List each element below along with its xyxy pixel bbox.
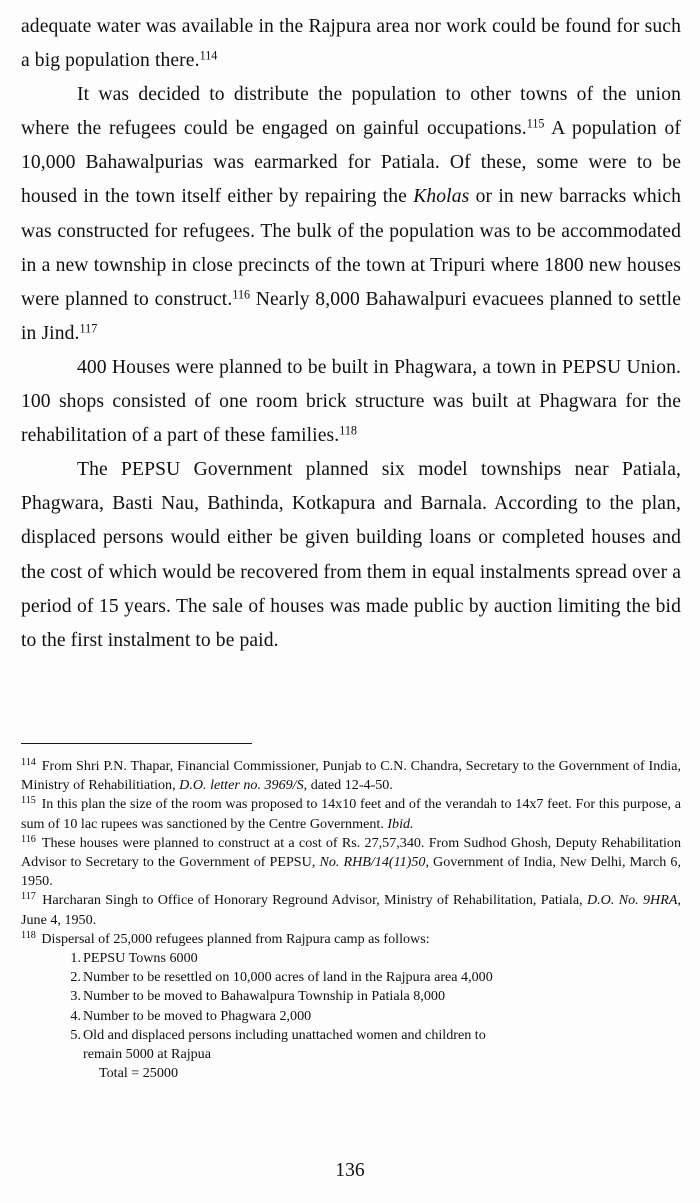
list-item-number: 1.: [70, 950, 81, 967]
footnote-marker: 117: [21, 891, 36, 903]
italic-text: Ibid.: [387, 815, 414, 832]
paragraph-4: The PEPSU Government planned six model townships near Patiala, Phagwara, Basti Nau, Bathinda, Kotkapura and Barnala. According to the plan, displaced persons would either be given building loans or completed houses and the cost of which would be recovered from them in equal instalments spread over a period of 15 years. The sale of houses was made public by auction limiting the bid to the first instalment to be paid.: [21, 459, 681, 651]
list-item-number: 2.: [70, 969, 81, 986]
footnote-list-item: [21, 987, 681, 1006]
list-item-text: Number to be moved to Phagwara 2,000: [83, 1007, 312, 1024]
list-item-text: Number to be moved to Bahawalpura Township in Patiala 8,000: [83, 988, 445, 1005]
footnote-reference: 115: [526, 116, 545, 131]
italic-text: D.O. No. 9HRA: [586, 892, 678, 909]
footnote-114: $^{114}$ From Shri P.N. Thapar, Financial Commissioner, Punjab to C.N. Chandra, Secretary to the Government of India, Ministry of Rehabilitiation, D.O. letter no. 3969/S, dated 12-4-50.: [21, 756, 682, 794]
footnote-marker: 116: [21, 833, 36, 845]
footnote-marker: 114: [21, 756, 36, 768]
list-item-number: 5.: [70, 1026, 81, 1043]
footnote-list-item: [21, 968, 681, 987]
footnote-marker: 115: [21, 795, 36, 807]
footnote-separator-rule: [21, 743, 252, 744]
list-item-text: Old and displaced persons including unattached women and children to: [83, 1026, 486, 1043]
footnote-118-list: [21, 949, 681, 1064]
italic-text: Kholas: [413, 186, 470, 208]
footnote-marker: 118: [21, 929, 36, 941]
list-item-number: 3.: [70, 988, 81, 1005]
footnote-list-item: [21, 1007, 681, 1026]
paragraph-1: adequate water was available in the Rajpura area nor work could be found for such a big population there.$^{114}$: [21, 16, 681, 72]
list-item-number: 4.: [70, 1007, 81, 1024]
list-item-text: Number to be resettled on 10,000 acres of land in the Rajpura area 4,000: [83, 969, 493, 986]
footnote-reference: 117: [79, 321, 98, 336]
footnote-116: $^{116}$ These houses were planned to construct at a cost of Rs. 27,57,340. From Sudhod Ghosh, Deputy Rehabilitation Advisor to Secretary to the Government of PEPSU, No. RHB/14(11)50, Government of India, New Delhi, March 6, 1950.: [21, 833, 681, 890]
footnote-list-item: [21, 949, 681, 968]
paragraph-3: 400 Houses were planned to be built in Phagwara, a town in PEPSU Union. 100 shops consisted of one room brick structure was built at Phagwara for the rehabilitation of a part of these families.$^{118}$: [21, 356, 681, 447]
paragraph-2: It was decided to distribute the population to other towns of the union where the refugees could be engaged on gainful occupations.$^{115}$ A population of 10,000 Bahawalpurias was earmarked for Patiala. Of these, some were to be housed in the town itself either by repairing the Kholas or in new barracks which was constructed for refugees. The bulk of the population was to be accommodated in a new township in close precincts of the town at Tripuri where 1800 new houses were planned to construct.$^{116}$ Nearly 8,000 Bahawalpuri evacuees planned to settle in Jind.$^{117}$: [21, 84, 681, 344]
footnotes-block: [21, 757, 681, 1083]
footnote-115: $^{115}$ In this plan the size of the room was proposed to 14x10 feet and of the verandah to 14x7 feet. For this purpose, a sum of 10 lac rupees was sanctioned by the Centre Government. Ibid.: [21, 795, 681, 832]
italic-text: No. RHB/14(11)50: [319, 854, 426, 871]
footnote-reference: 114: [199, 48, 218, 63]
body-text-block: [21, 10, 681, 658]
list-item-text: PEPSU Towns 6000: [83, 950, 198, 967]
page-number: 136: [335, 1160, 365, 1181]
footnote-reference: 118: [339, 423, 357, 438]
footnote-117: $^{117}$ Harcharan Singh to Office of Honorary Reground Advisor, Ministry of Rehabilitation, Patiala, D.O. No. 9HRA, June 4, 1950.: [21, 891, 681, 928]
italic-text: D.O. letter no. 3969/S: [179, 777, 304, 794]
footnote-118-total: Total = 25000: [99, 1065, 178, 1082]
footnote-reference: 116: [232, 287, 251, 302]
list-item-continuation: remain 5000 at Rajpua: [83, 1046, 211, 1063]
footnote-118: $^{118}$ Dispersal of 25,000 refugees planned from Rajpura camp as follows:: [21, 929, 430, 947]
footnote-list-item: [21, 1026, 681, 1064]
